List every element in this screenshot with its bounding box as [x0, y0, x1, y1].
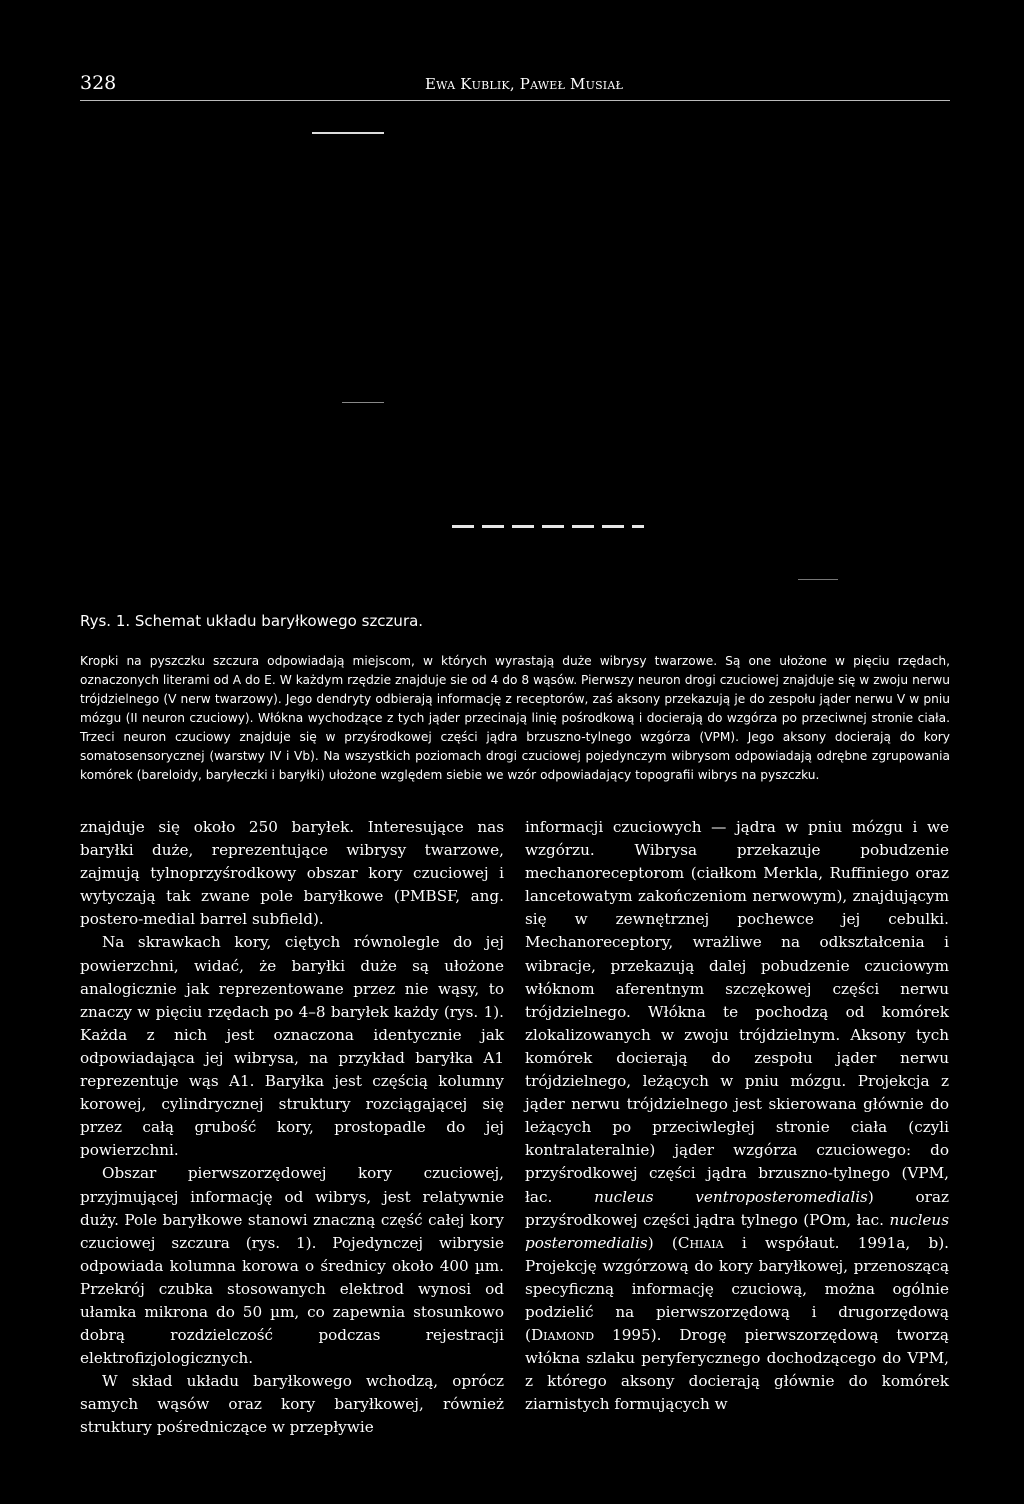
right-column — [525, 816, 949, 1416]
figure-caption — [80, 612, 950, 785]
paragraph: Na skrawkach kory, ciętych równolegle do jej powierzchni, widać, że baryłki duże są ułożone analogicznie jak reprezentowane przez nie wąsy, to znaczy w pięciu rzędach po 4–8 baryłek każdy (rys. 1). Każda z nich jest oznaczona identycznie jak odpowiadająca jej wibrysa, na przykład baryłka A1 reprezentuje wąs A1. Baryłka jest częścią kolumny korowej, cylindrycznej struktury rozciągającej się przez całą grubość kory, prostopadle do jej powierzchni. — [80, 933, 504, 1160]
figure-fragment-top — [312, 132, 384, 134]
latin-term: nucleus ventroposteromedialis — [594, 1187, 868, 1206]
figure-fragment-mid — [342, 402, 384, 403]
citation-author: Diamond — [530, 1326, 595, 1345]
text-run: 1995). Drogę pierwszorzędową tworzą włókna szlaku peryferycznego dochodzącego do VPM, z którego aksony docierają głównie do komórek ziarnistych formujących w — [525, 1326, 949, 1414]
left-column — [80, 816, 504, 1440]
paragraph: W skład układu baryłkowego wchodzą, oprócz samych wąsów oraz kory baryłkowej, również struktury pośredniczące w przepływie — [80, 1372, 504, 1437]
running-head: Ewa Kublik, Paweł Musiał — [425, 75, 624, 93]
text-run: ) ( — [647, 1233, 678, 1252]
figure-title: Rys. 1. Schemat układu baryłkowego szczura. — [80, 612, 424, 630]
paragraph: Obszar pierwszorzędowej kory czuciowej, przyjmującej informację od wibrys, jest relatywnie duży. Pole baryłkowe stanowi znaczną część całej kory czuciowej szczura (rys. 1). Pojedynczej wibrysie odpowiada kolumna korowa o średnicy około 400 µm. Przekrój czubka stosowanych elektrod wynosi od ułamka mikrona do 50 µm, co zapewnia stosunkowo dobrą rozdzielczość podczas rejestracji elektrofizjologicznych. — [80, 1164, 504, 1368]
figure-fragment-bottom — [798, 579, 838, 580]
text-run: i współaut. 1991a, b). Projekcję wzgórzową do kory baryłkowej, przenoszącą specyficzną informację czuciową, można ogólnie podzielić na pierwszorzędową i drugorzędową ( — [525, 1233, 949, 1345]
figure-caption-text: Kropki na pyszczku szczura odpowiadają miejscom, w których wyrastają duże wibrysy twarzowe. Są one ułożone w pięciu rzędach, oznaczonych literami od A do E. W każdym rzędzie znajduje sie od 4 do 8 wąsów. Pierwszy neuron drogi czuciowej znajduje się w zwoju nerwu trójdzielnego (V nerw twarzowy). Jego dendryty odbierają informację z receptorów, zaś aksony przekazują je do zespołu jąder nerwu V w pniu mózgu (II neuron czuciowy). Włókna wychodzące z tych jąder przecinają linię pośrodkową i docierają do wzgórza po przeciwnej stronie ciała. Trzeci neuron czuciowy znajduje się w przyśrodkowej części jądra brzuszno-tylnego wzgórza (VPM). Jego aksony docierają do kory somatosensorycznej (warstwy IV i Vb). Na wszystkich poziomach drogi czuciowej pojedynczym wibrysom odpowiadają odrębne zgrupowania komórek (bareloidy, baryłeczki i baryłki) ułożone względem siebie we wzór odpowiadający topografii wibrys na pyszczku. — [80, 654, 950, 782]
citation-author: Chiaia — [677, 1233, 724, 1252]
figure-area — [80, 115, 950, 595]
latin-term: nucleus posteromedialis — [525, 1210, 949, 1252]
paragraph: znajduje się około 250 baryłek. Interesujące nas baryłki duże, reprezentujące wibrysy twarzowe, zajmują tylnoprzyśrodkowy obszar kory czuciowej i wytyczają tak zwane pole baryłkowe (PMBSF, ang. postero-medial barrel subfield). — [80, 818, 504, 929]
paragraph — [525, 816, 949, 1416]
figure-dashed-line — [452, 525, 644, 528]
page-number: 328 — [80, 72, 117, 94]
text-run: informacji czuciowych — jądra w pniu mózgu i we wzgórzu. Wibrysa przekazuje pobudzenie mechanoreceptorom (ciałkom Merkla, Ruffiniego oraz lancetowatym zakończeniom nerwowym), znajdującym się w zewnętrznej pochewce jej cebulki. Mechanoreceptory, wrażliwe na odkształcenia i wibracje, przekazują dalej pobudzenie czuciowym włóknom aferentnym szczękowej części nerwu trójdzielnego. Włókna te pochodzą od komórek zlokalizowanych w zwoju trójdzielnym. Aksony tych komórek docierają do zespołu jąder nerwu trójdzielnego, leżących w pniu mózgu. Projekcja z jąder nerwu trójdzielnego jest skierowana głównie do leżących po przeciwległej stronie ciała (czyli kontralateralnie) jąder wzgórza czuciowego: do przyśrodkowej części jądra brzuszno-tylnego (VPM, łac. — [525, 818, 949, 1206]
text-run: ) oraz przyśrodkowej części jądra tylnego (POm, łac. — [525, 1187, 949, 1229]
header-rule — [80, 100, 950, 101]
page-header — [80, 72, 950, 102]
